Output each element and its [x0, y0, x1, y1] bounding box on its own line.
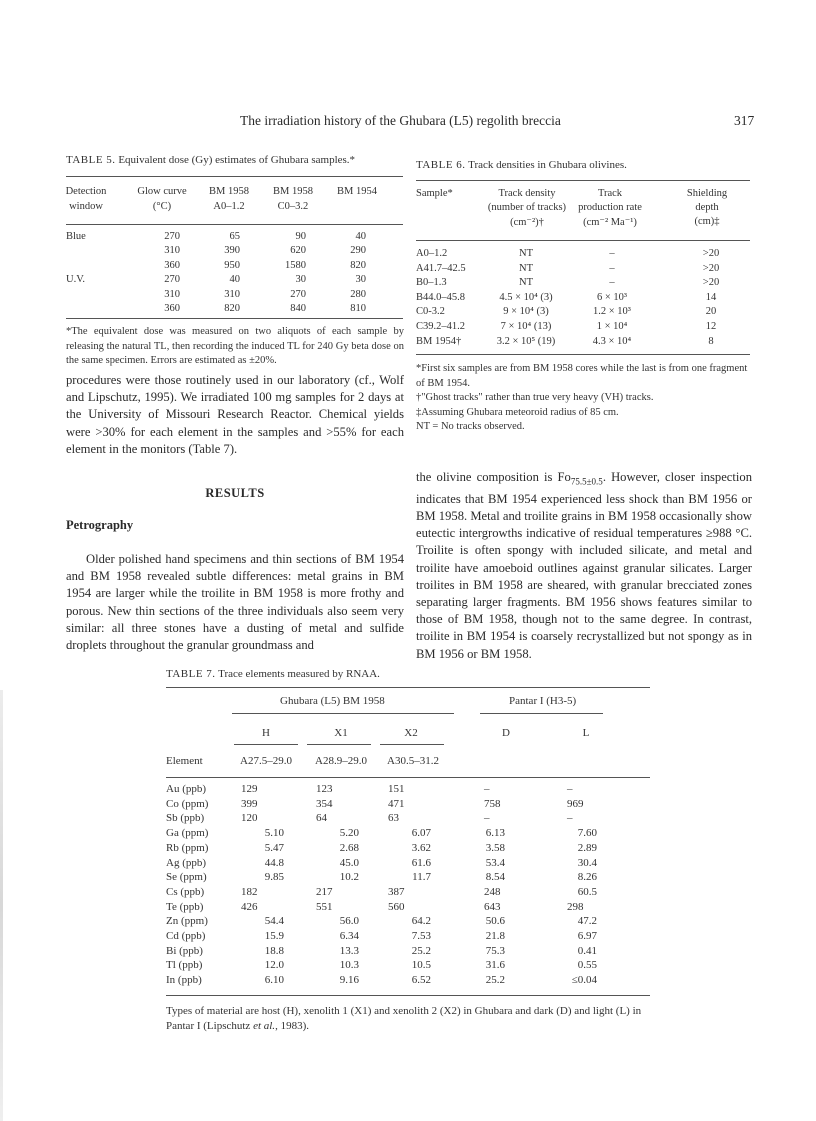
table7-cell: 399: [241, 797, 258, 810]
table6-col-header: (cm⁻² Ma⁻¹): [583, 217, 637, 228]
table7-cell: 53.4: [485, 856, 505, 869]
table7-cell: 6.52: [411, 974, 431, 987]
table5-col-header: BM 1958: [209, 186, 249, 197]
table6-col-header: Track: [597, 188, 623, 199]
table7-cell: 25.2: [411, 944, 431, 957]
table7-row-label: Ga (ppm): [166, 827, 209, 840]
table7-cell: 969: [567, 797, 584, 810]
table7-cell: 7.53: [411, 930, 431, 942]
table5-cell: 40: [355, 231, 366, 242]
t7-subrule-h: [234, 744, 298, 745]
table6-row-label: C39.2–41.2: [416, 321, 466, 332]
page-number: 317: [734, 113, 755, 128]
table5-col-header: Detection: [65, 186, 107, 197]
table6-col-header: production rate: [578, 202, 642, 213]
table7-cell: 15.9: [264, 930, 284, 942]
table7-subcol-header: X2: [404, 727, 418, 739]
table5-cell: 30: [355, 274, 366, 286]
table6-caption: TABLE 6. Track densities in Ghubara olivines.: [416, 159, 627, 171]
table6-row-label: BM 1954†: [416, 335, 462, 347]
table6-cell: –: [609, 262, 615, 274]
table6-cell: NT: [519, 262, 533, 274]
table5: [66, 186, 403, 220]
running-title: The irradiation history of the Ghubara (L5) regolith breccia: [240, 113, 561, 128]
table7-cell: 426: [241, 900, 258, 913]
table6-col-header: (number of tracks): [487, 202, 567, 213]
table7-cell: 12.0: [264, 959, 284, 972]
table7-cell: 31.6: [485, 959, 505, 972]
table7-cell: 45.0: [339, 856, 359, 869]
table7-cell: 61.6: [411, 856, 431, 869]
table5-cell: 950: [224, 259, 240, 271]
table7-cell: 8.54: [485, 871, 505, 884]
table5-cell: 820: [224, 303, 240, 314]
table6-col-header: (cm)‡: [694, 216, 720, 227]
table7-group-ghubara: Ghubara (L5) BM 1958: [280, 695, 385, 707]
table5-cell: 270: [290, 288, 306, 300]
table6-row-label: A0–1.2: [416, 248, 448, 259]
table7-cell: 560: [388, 900, 405, 913]
table5-cell: 360: [164, 259, 180, 271]
table7-cell: 54.4: [264, 915, 284, 928]
table6-cell: 1.2 × 10³: [593, 306, 631, 318]
table6-cell: 4.3 × 10⁴: [592, 335, 632, 347]
table6-header: [416, 188, 750, 236]
table7-cell: 6.10: [264, 974, 284, 987]
table7-cell: 50.6: [485, 915, 505, 928]
table7-sample-range: A27.5–29.0: [240, 755, 292, 767]
table6-row-label: C0-3.2: [416, 306, 445, 318]
table7-cell: 2.89: [577, 841, 597, 854]
table7-group-ghubara-rule: [232, 713, 454, 714]
left-paragraph: procedures were those routinely used in our laboratory (cf., Wolf and Lipschutz, 1995). We irradiated 100 mg samples for 2 days at the University of Missouri Research Reactor. Chemical yields were >30% for each element in the samples and >55% for each element in the monitors (Table 7).: [66, 373, 404, 456]
table7-cell: 6.34: [339, 930, 359, 942]
table5-cell: 40: [229, 274, 240, 286]
table6-col-header: (cm⁻²)†: [510, 217, 544, 228]
table6-cell: 14: [705, 291, 717, 303]
table7-row-label: Au (ppb): [166, 783, 207, 795]
table7-cell: 182: [241, 885, 258, 898]
table5-cell: 270: [164, 231, 180, 242]
table7-group-pantar: Pantar I (H3-5): [509, 695, 577, 707]
table7-bottom-rule: [166, 995, 650, 996]
table7-cell: 25.2: [485, 974, 505, 987]
table7-cell: 18.8: [264, 944, 284, 957]
table7-cell: 21.8: [485, 930, 505, 942]
table7-cell: –: [567, 783, 573, 795]
table7-row-label: Te (ppb): [166, 900, 204, 913]
table5-cell: 390: [224, 245, 240, 257]
table7-caption: TABLE 7. Trace elements measured by RNAA.: [166, 668, 380, 680]
table7-cell: 6.97: [577, 930, 597, 942]
table7-row-label: Rb (ppm): [166, 841, 209, 854]
table7-row-label: In (ppb): [166, 974, 202, 987]
table7-cell: 3.62: [411, 841, 431, 854]
table7-sample-range: A30.5–31.2: [387, 755, 439, 767]
table5-col-header: BM 1954: [337, 186, 377, 197]
table6-col-header: Shielding: [686, 188, 728, 199]
table5-cell: 270: [164, 274, 180, 286]
table7-cell: 2.68: [339, 841, 359, 854]
table7-cell: 6.13: [485, 827, 505, 840]
table6-cell: 7 × 10⁴ (13): [500, 321, 552, 332]
table7-cell: 13.3: [339, 944, 359, 957]
table5-footnote: *The equivalent dose was measured on two aliquots of each sample by releasing the natural TL, then recording the induced TL for 240 Gy beta dose on the same specimen. Errors are estimated as ±20%.: [66, 326, 404, 366]
table7-cell: 5.20: [339, 827, 359, 840]
table7-cell: 123: [316, 783, 333, 795]
table6-cell: 6 × 10³: [596, 291, 628, 303]
table7-footnote: Types of material are host (H), xenolith 1 (X1) and xenolith 2 (X2) in Ghubara and dark (D) and light (L) in Pantar I (Lipschutz et al., 1983).: [166, 1005, 642, 1032]
table7-cell: 643: [484, 900, 501, 913]
table7-subcol-header: D: [502, 727, 510, 739]
table6-cell: –: [609, 248, 615, 259]
table7-row-label: Tl (ppb): [166, 959, 203, 972]
table7-row-label: Se (ppm): [166, 871, 207, 884]
scan-edge-artifact: [0, 690, 3, 1121]
table7-cell: 9.16: [339, 974, 359, 987]
table5-cell: 30: [295, 274, 306, 286]
table5-cell: 290: [350, 245, 366, 257]
petrography-heading: Petrography: [66, 518, 134, 532]
table7-cell: 354: [316, 797, 333, 810]
table7-cell: 5.10: [264, 827, 284, 840]
table5-col-header: C0–3.2: [277, 201, 309, 212]
table6-footnote: ‡Assuming Ghubara meteoroid radius of 85 cm.: [416, 406, 619, 418]
table6-cell: 9 × 10⁴ (3): [503, 306, 549, 318]
table7-cell: 471: [388, 797, 405, 810]
table6-bottom-rule: [416, 354, 750, 355]
petrography-paragraph: Older polished hand specimens and thin sections of BM 1954 and BM 1958 revealed subtle differences: metal grains in BM 1954 are larger while the troilite in BM 1958 is more frothy and porous. New thin sections of the three individuals also seem very similar: all three stones have a dusting of metal and sulfide droplets throughout the granular groundmass and: [66, 552, 404, 653]
table7-cell: 5.47: [264, 841, 284, 854]
table7-cell: 64.2: [411, 915, 431, 928]
table7-cell: –: [567, 812, 573, 825]
table5-cell: 820: [350, 259, 366, 271]
table7-cell: 3.58: [485, 841, 505, 854]
table6-cell: >20: [702, 248, 720, 259]
table7-cell: 248: [484, 885, 501, 898]
table5-cell: 620: [290, 245, 306, 257]
table6-cell: –: [609, 277, 615, 289]
table7-subcol-header: H: [262, 727, 270, 739]
table7-cell: 11.7: [412, 871, 431, 884]
table7-cell: 10.2: [339, 871, 359, 884]
table6-col-header: Track density: [498, 188, 556, 199]
table5-col-header: Glow curve: [137, 186, 187, 197]
table7-element-header: Element: [166, 755, 203, 767]
table7-row-label: Co (ppm): [166, 797, 209, 810]
table5-col-header: BM 1958: [273, 186, 313, 197]
table5-cell: 280: [350, 288, 366, 300]
table7-cell: 44.8: [264, 856, 284, 869]
table6-col-header: Sample*: [416, 188, 453, 199]
t7-subrule-x2: [380, 744, 444, 745]
table7-cell: 75.3: [485, 944, 505, 957]
table7-row-label: Ag (ppb): [166, 856, 207, 869]
table5-cell: 840: [290, 303, 306, 314]
table7-cell: 298: [567, 900, 584, 913]
table7-row-label: Cd (ppb): [166, 930, 206, 942]
table7-cell: –: [484, 812, 490, 825]
table6-footnote: *First six samples are from BM 1958 cores while the last is from one fragment of BM 1954.: [416, 363, 748, 389]
table5-row-label: U.V.: [66, 274, 86, 286]
table7-cell: 0.41: [577, 944, 597, 957]
table6-footnote: †"Ghost tracks" rather than true very heavy (VH) tracks.: [416, 392, 654, 403]
table7-cell: 47.2: [577, 915, 597, 928]
table7-range-row: [166, 755, 650, 771]
table7-cell: 0.55: [577, 959, 597, 972]
table7-cell: 10.5: [411, 959, 431, 972]
table7-row-label: Cs (ppb): [166, 885, 205, 898]
results-heading: RESULTS: [205, 486, 265, 500]
table6-footnotes: [416, 362, 752, 435]
table5-cell: 65: [229, 231, 240, 242]
table5-cell: 1580: [285, 259, 306, 271]
table6-cell: 20: [705, 306, 717, 318]
table5-caption: TABLE 5. Equivalent dose (Gy) estimates of Ghubara samples.*: [66, 154, 356, 166]
table7-cell: 10.3: [339, 959, 359, 972]
table7-subheaders: [166, 727, 650, 745]
table5-col-header: A0–1.2: [213, 201, 245, 212]
table7-cell: 551: [316, 900, 333, 913]
table5-cell: 360: [164, 303, 180, 314]
table6-row-label: B0–1.3: [416, 277, 447, 289]
table5-row-label: Blue: [66, 231, 86, 242]
table5-top-rule: [66, 176, 403, 177]
table7-cell: 64: [316, 812, 327, 825]
table7-header-rule: [166, 777, 650, 778]
table7-cell: 217: [316, 885, 333, 898]
table6-col-header: depth: [695, 202, 719, 213]
table7-cell: 120: [241, 812, 258, 825]
table5-cell: 90: [295, 231, 306, 242]
table5-header: [66, 186, 403, 220]
table5-col-header: window: [69, 201, 103, 212]
table7-cell: –: [484, 783, 490, 795]
table5-cell: 810: [350, 303, 366, 314]
table7-cell: ≤0.04: [571, 974, 597, 987]
table6-cell: 1 × 10⁴: [596, 321, 628, 332]
table5-cell: 310: [164, 288, 180, 300]
table6-cell: >20: [702, 277, 720, 289]
table6-cell: 4.5 × 10⁴ (3): [499, 291, 553, 303]
table6-header-rule: [416, 240, 750, 241]
table5-col-header: (°C): [152, 201, 172, 212]
table6-cell: 3.2 × 10⁵ (19): [496, 335, 556, 347]
t7-subrule-x1: [307, 744, 371, 745]
table7-cell: 30.4: [577, 856, 597, 869]
table7-cell: 758: [484, 797, 501, 810]
table5-header-rule: [66, 224, 403, 225]
table6-cell: NT: [519, 277, 533, 289]
table7-cell: 151: [388, 783, 405, 795]
table7-top-rule: [166, 687, 650, 688]
table7-cell: 9.85: [264, 871, 284, 884]
table7-subcol-header: X1: [334, 727, 348, 739]
table6-footnote: NT = No tracks observed.: [416, 421, 525, 432]
table5-cell: 310: [224, 288, 240, 300]
table7-row-label: Bi (ppb): [166, 944, 203, 957]
table6-cell: NT: [519, 248, 533, 259]
table6-row-label: A41.7–42.5: [416, 262, 466, 274]
table7-cell: 56.0: [339, 915, 359, 928]
table7-cell: 129: [241, 783, 258, 795]
right-paragraph: the olivine composition is $Fo_{75.5\pm 0.5}$. However, closer inspection indicates that BM 1954 experienced less shock than BM 1956 or BM 1958. Metal and troilite grains in BM 1958 occasionally show eutectic intergrowths indicative of residual temperatures ≥988 °C. Troilite is often spongy with included silicate, and metal and troilite have amoeboid outlines against granular silicates. Larger troilites in BM 1958 are sheared, with granular brecciated zones separating larger fragments. BM 1956 shows features similar to those of BM 1958, though not to the same degree. In contrast, troilite in BM 1954 is coarsely recrystallized but not spongy as in BM 1956 or BM 1958.: [416, 470, 752, 661]
table7-cell: 8.26: [577, 871, 597, 884]
table7-cell: 6.07: [411, 827, 431, 840]
table6-top-rule: [416, 180, 750, 181]
table7-cell: 7.60: [577, 827, 597, 840]
table7-cell: 387: [388, 885, 405, 898]
table7-sample-range: A28.9–29.0: [315, 755, 367, 767]
table6-cell: >20: [702, 262, 720, 274]
table5-bottom-rule: [66, 318, 403, 319]
table7-cell: 63: [388, 812, 399, 825]
table7-group-pantar-rule: [480, 713, 603, 714]
table7-cell: 60.5: [577, 885, 597, 898]
table6-cell: 12: [705, 321, 717, 332]
table7-row-label: Zn (ppm): [166, 915, 208, 928]
table7-row-label: Sb (ppb): [166, 812, 205, 825]
table7-subcol-header: L: [582, 727, 590, 739]
et-al-italic: et al.: [253, 1019, 276, 1032]
table6-row-label: B44.0–45.8: [416, 291, 466, 303]
table6-cell: 8: [708, 335, 714, 347]
fo-subscript: 75.5±0.5: [570, 476, 603, 487]
table5-cell: 310: [164, 245, 180, 257]
